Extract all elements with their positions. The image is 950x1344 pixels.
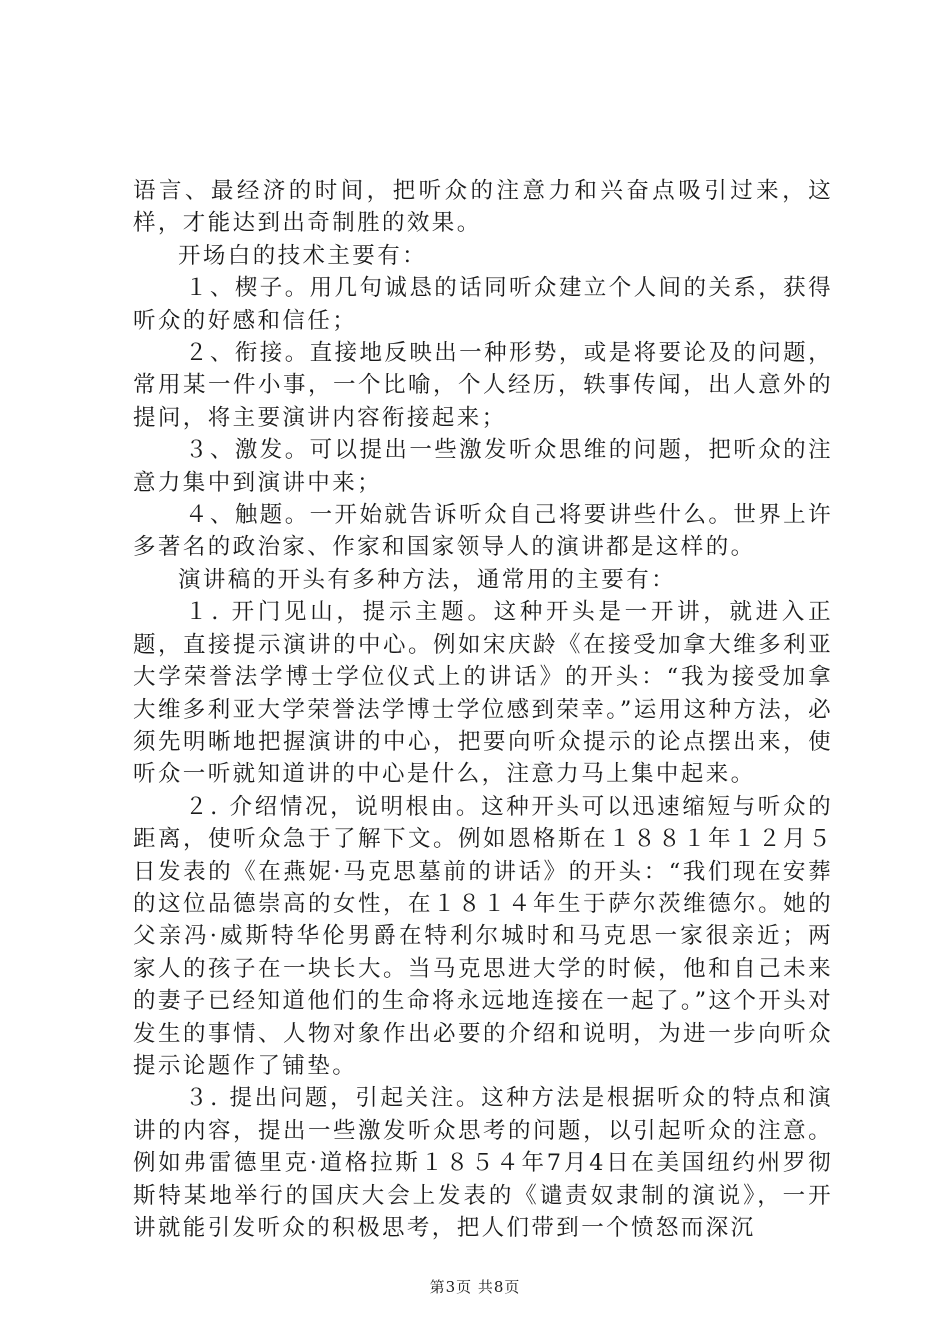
paragraph-method-2: ２. 介绍情况，说明根由。这种开头可以迅速缩短与听众的距离，使听众急于了解下文。例如恩格斯在１８８１年１２月５日发表的《在燕妮·马克思墓前的讲话》的开头：“我们现在安葬的这位品德崇高的女性，在１８１４年生于萨尔茨维德尔。她的父亲冯·威斯特华伦男爵在特利尔城时和马克思一家很亲近；两家人的孩子在一块长大。当马克思进大学的时候，他和自己未来的妻子已经知道他们的生命将永远地连接在一起了。”这个开头对发生的事情、人物对象作出必要的介绍和说明，为进一步向听众提示论题作了铺垫。	[133, 793, 833, 1079]
paragraph-method-3: ３. 提出问题，引起关注。这种方法是根据听众的特点和演讲的内容，提出一些激发听众思考的问题，以引起听众的注意。例如弗雷德里克·道格拉斯１８５４年7月4日在美国纽约州罗彻斯特某地举行的国庆大会上发表的《谴责奴隶制的演说》，一开讲就能引发听众的积极思考，把人们带到一个愤怒而深沉	[133, 1085, 833, 1241]
document-body	[133, 175, 833, 1244]
paragraph-technique-4: ４、触题。一开始就告诉听众自己将要讲些什么。世界上许多著名的政治家、作家和国家领导人的演讲都是这样的。	[133, 502, 833, 561]
paragraph-continuation: 语言、最经济的时间，把听众的注意力和兴奋点吸引过来，这样，才能达到出奇制胜的效果。	[133, 178, 833, 237]
paragraph-opening-techniques: 开场白的技术主要有：	[178, 242, 428, 269]
page-number-footer: 第3页 共8页	[429, 1278, 521, 1296]
paragraph-technique-3: ３、激发。可以提出一些激发听众思维的问题，把听众的注意力集中到演讲中来；	[133, 437, 833, 496]
paragraph-method-1: １. 开门见山，提示主题。这种开头是一开讲，就进入正题，直接提示演讲的中心。例如宋庆龄《在接受加拿大维多利亚大学荣誉法学博士学位仪式上的讲话》的开头：“我为接受加拿大维多利亚大学荣誉法学博士学位感到荣幸。”运用这种方法，必须先明晰地把握演讲的中心，把要向听众提示的论点摆出来，使听众一听就知道讲的中心是什么，注意力马上集中起来。	[133, 599, 833, 788]
paragraph-technique-2: ２、衔接。直接地反映出一种形势，或是将要论及的问题，常用某一件小事，一个比喻，个人经历，轶事传闻，出人意外的提问，将主要演讲内容衔接起来；	[133, 340, 833, 431]
paragraph-opening-methods: 演讲稿的开头有多种方法，通常用的主要有：	[178, 566, 677, 593]
paragraph-technique-1: １、楔子。用几句诚恳的话同听众建立个人间的关系，获得听众的好感和信任；	[133, 275, 833, 334]
